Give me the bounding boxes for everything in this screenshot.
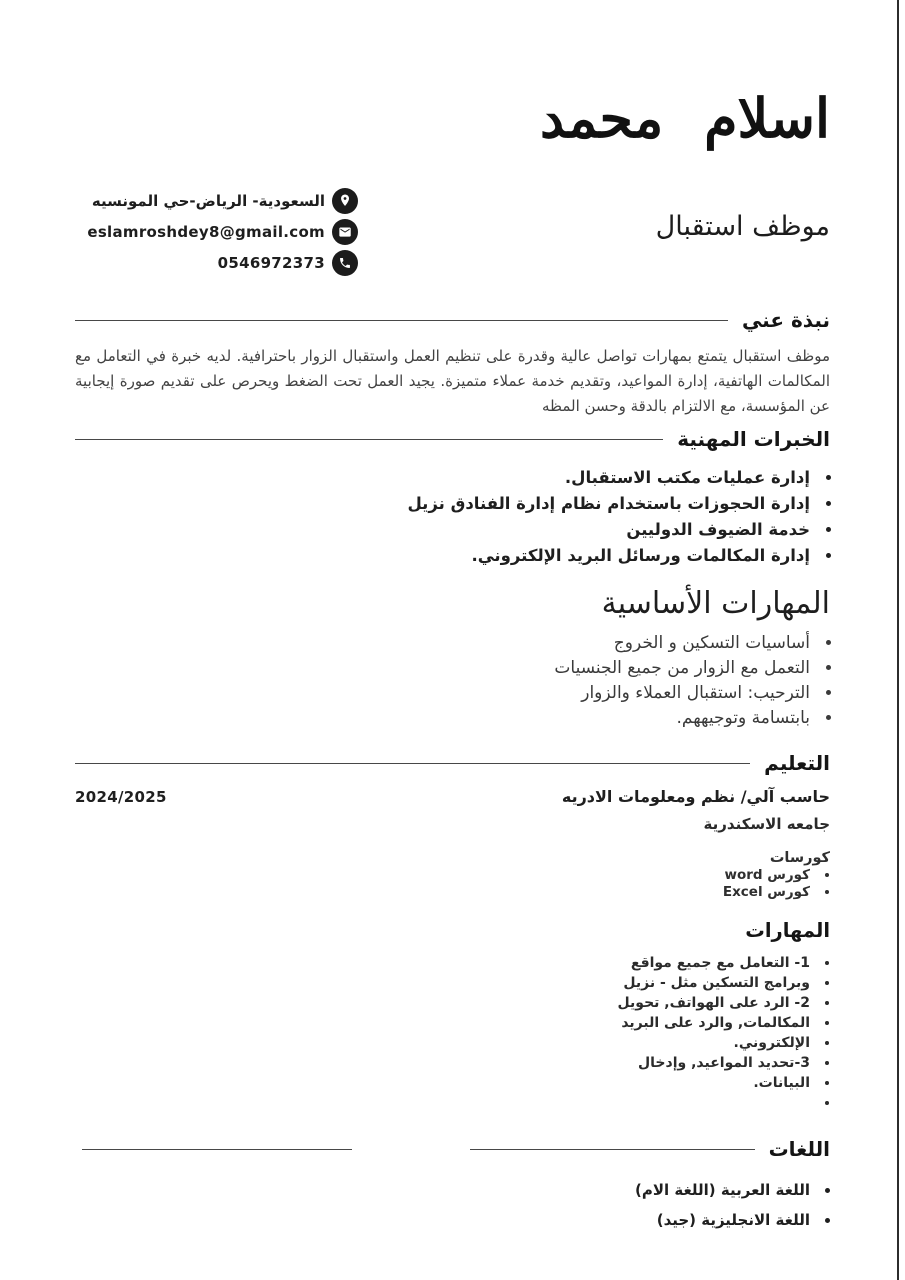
- location-pin-icon: [332, 188, 358, 214]
- about-heading-label: نبذة عني: [741, 308, 830, 332]
- section-heading-education: [75, 747, 830, 779]
- list-item: • الترحيب: استقبال العملاء والزوار: [75, 681, 814, 706]
- list-item: • 1- التعامل مع جميع مواقع: [75, 953, 814, 973]
- languages-heading-label: اللغات: [768, 1137, 830, 1161]
- list-item: • البيانات.: [75, 1073, 814, 1093]
- section-heading-skills: المهارات: [745, 919, 830, 942]
- page-edge-line: [897, 0, 899, 1280]
- list-item: • الإلكتروني.: [75, 1033, 814, 1053]
- list-item: • خدمة الضيوف الدوليين: [75, 517, 814, 543]
- section-rule: [75, 439, 663, 440]
- contact-block: [87, 188, 358, 276]
- education-date: 2024/2025: [75, 788, 167, 806]
- list-item: • اللغة الانجليزية (جيد): [75, 1205, 814, 1235]
- section-rule: [75, 320, 728, 321]
- skills-list: [75, 953, 830, 1113]
- list-item: • المكالمات, والرد على البريد: [75, 1013, 814, 1033]
- section-heading-about: [75, 304, 830, 336]
- list-item: • أساسيات التسكين و الخروج: [75, 631, 814, 656]
- list-item: • 2- الرد على الهواتف, تحويل: [75, 993, 814, 1013]
- core-skills-list: [75, 631, 830, 731]
- contact-location: السعودية- الرياض-حي المونسيه: [91, 192, 325, 210]
- section-rule: [75, 763, 750, 764]
- languages-list: [75, 1175, 830, 1235]
- experience-heading-label: الخبرات المهنية: [677, 427, 830, 451]
- list-item: • كورس word: [75, 867, 814, 884]
- list-item: • إدارة الحجوزات باستخدام نظام إدارة الفنادق نزيل: [75, 491, 814, 517]
- job-title: موظف استقبال: [655, 211, 830, 242]
- section-heading-core-skills: المهارات الأساسية: [601, 586, 830, 621]
- person-name: اسلام محمد: [539, 86, 830, 150]
- education-degree: حاسب آلي/ نظم ومعلومات الادريه: [561, 787, 830, 806]
- education-heading-label: التعليم: [764, 751, 830, 775]
- list-item: • وبرامج التسكين مثل - نزيل: [75, 973, 814, 993]
- education-entry: [75, 785, 830, 809]
- contact-phone: 0546972373: [217, 254, 325, 272]
- list-item: • بابتسامة وتوجيههم.: [75, 706, 814, 731]
- section-heading-experience: [75, 423, 830, 455]
- education-school: جامعه الاسكندرية: [703, 815, 830, 833]
- contact-row-phone: [218, 250, 358, 276]
- list-item: • اللغة العربية (اللغة الام): [75, 1175, 814, 1205]
- section-rule: [82, 1149, 352, 1150]
- phone-icon: [332, 250, 358, 276]
- contact-row-location: [92, 188, 358, 214]
- list-item: • إدارة عمليات مكتب الاستقبال.: [75, 465, 814, 491]
- list-item: • التعمل مع الزوار من جميع الجنسيات: [75, 656, 814, 681]
- section-heading-languages: [75, 1133, 830, 1165]
- about-paragraph: موظف استقبال يتمتع بمهارات تواصل عالية وقدرة على تنظيم العمل واستقبال الزوار باحترافية. لديه خبرة في التعامل مع المكالمات الهاتفية، إدارة المواعيد، وتقديم خدمة عملاء متميزة. يجيد العمل تحت الضغط ويحرص على تقديم صورة إيجابية عن المؤسسة، مع الالتزام بالدقة وحسن المظه: [75, 347, 830, 415]
- contact-row-email: [87, 219, 358, 245]
- list-item: • إدارة المكالمات ورسائل البريد الإلكتروني.: [75, 543, 814, 569]
- section-rule: [470, 1149, 755, 1150]
- list-item: • كورس Excel: [75, 884, 814, 901]
- courses-list: [75, 867, 830, 901]
- experience-list: [75, 465, 830, 569]
- contact-email: eslamroshdey8@gmail.com: [87, 223, 325, 241]
- courses-heading: كورسات: [769, 850, 830, 866]
- list-item: [75, 1093, 814, 1113]
- list-item: • 3-تحديد المواعيد, وإدخال: [75, 1053, 814, 1073]
- envelope-icon: [332, 219, 358, 245]
